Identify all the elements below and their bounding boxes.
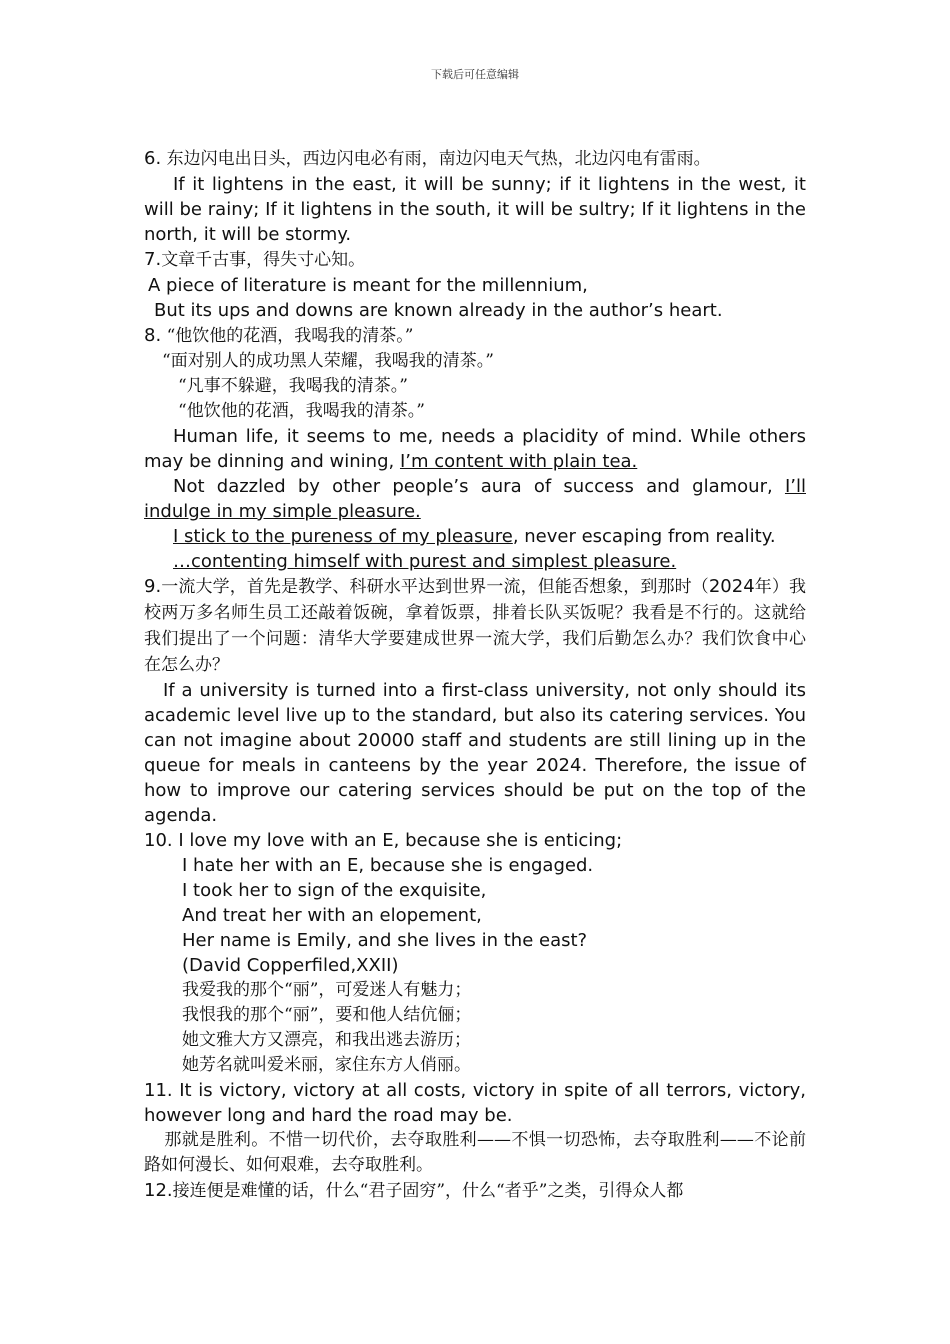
poem-chinese-4: 她芳名就叫爱米丽，家住东方人俏丽。 [182,1055,471,1075]
item-6-english: If it lightens in the east, it will be sunny; if it lightens in the west, it will be rainy; If it lightens in the south, it will be sultry; If it lightens in the north, it will be stormy. [144,174,806,245]
item-12-heading [144,1178,806,1204]
item-8-english-4: …contenting himself with purest and simplest pleasure. [173,551,677,572]
item-number: 6. [144,148,162,169]
item-7-english-line-1: A piece of literature is meant for the millennium, [148,275,588,296]
item-7-heading [144,247,806,273]
item-number: 9. [144,576,162,597]
item-8-chinese-1: “他饮他的花酒，我喝我的清茶。” [161,326,414,346]
poem-line-3: I took her to sign of the exquisite, [182,880,487,901]
item-10-heading: 10. I love my love with an E, because she is enticing; [144,830,623,851]
item-12-chinese: 接连便是难懂的话，什么“君子固穷”，什么“者乎”之类，引得众人都 [172,1181,684,1201]
item-8-english-3: I stick to the pureness of my pleasure, never escaping from reality. [173,526,776,547]
item-6-chinese: 东边闪电出日头，西边闪电必有雨，南边闪电天气热，北边闪电有雷雨。 [161,149,711,169]
item-number: 8. [144,325,162,346]
item-9-chinese: 9.一流大学，首先是教学、科研水平达到世界一流，但能否想象，到那时（2024年）我校两万多名师生员工还敲着饭碗，拿着饭票，排着长队买饭呢？我看是不行的。这就给我们提出了一个问题：清华大学要建成世界一流大学，我们后勤怎么办？我们饮食中心在怎么办？ [144,576,807,675]
item-11-chinese: 那就是胜利。不惜一切代价，去夺取胜利——不惧一切恐怖，去夺取胜利——不论前路如何漫长、如何艰难，去夺取胜利。 [144,1130,806,1175]
item-8-english-2: Not dazzled by other people’s aura of success and glamour, I’ll indulge in my simple pleasure. [144,476,806,522]
page-header: 下载后可任意编辑 [431,68,519,81]
item-6-heading [144,146,806,172]
poem-chinese-3: 她文雅大方又漂亮，和我出逃去游历； [182,1030,471,1050]
item-number: 10. [144,830,173,851]
poem-line-5: Her name is Emily, and she lives in the east? [182,930,588,951]
poem-chinese-2: 我恨我的那个“丽”，要和他人结伉俪； [182,1005,472,1025]
poem-line-4: And treat her with an elopement, [182,905,482,926]
item-8-chinese-3: “凡事不躲避，我喝我的清茶。” [178,376,408,396]
item-number: 12. [144,1180,173,1201]
poem-chinese-1: 我爱我的那个“丽”，可爱迷人有魅力； [182,980,472,1000]
poem-line-2: I hate her with an E, because she is engaged. [182,855,594,876]
item-7-english-line-2: But its ups and downs are known already in the author’s heart. [154,300,723,321]
item-8-heading [144,323,806,349]
document-body [144,146,806,1204]
item-8-english-1: Human life, it seems to me, needs a placidity of mind. While others may be dinning and wining, I’m content with plain tea. [144,426,806,472]
item-8-chinese-4: “他饮他的花酒，我喝我的清茶。” [178,401,425,421]
poem-source: (David Copperfiled,XXII) [182,955,399,976]
item-number: 7. [144,249,162,270]
item-11-english: 11. It is victory, victory at all costs, victory in spite of all terrors, victory, however long and hard the road may be. [144,1080,806,1126]
item-number: 11. [144,1080,173,1101]
item-7-chinese: 文章千古事，得失寸心知。 [161,250,366,270]
item-8-chinese-2: “面对别人的成功黑人荣耀，我喝我的清茶。” [162,351,494,371]
item-9-english: If a university is turned into a first-class university, not only should its academic level live up to the standard, but also its catering services. You can not imagine about 20000 staff and students are still lining up in the queue for meals in canteens by the year 2024. Therefore, the issue of how to improve our catering services should be put on the top of the agenda. [144,680,806,826]
